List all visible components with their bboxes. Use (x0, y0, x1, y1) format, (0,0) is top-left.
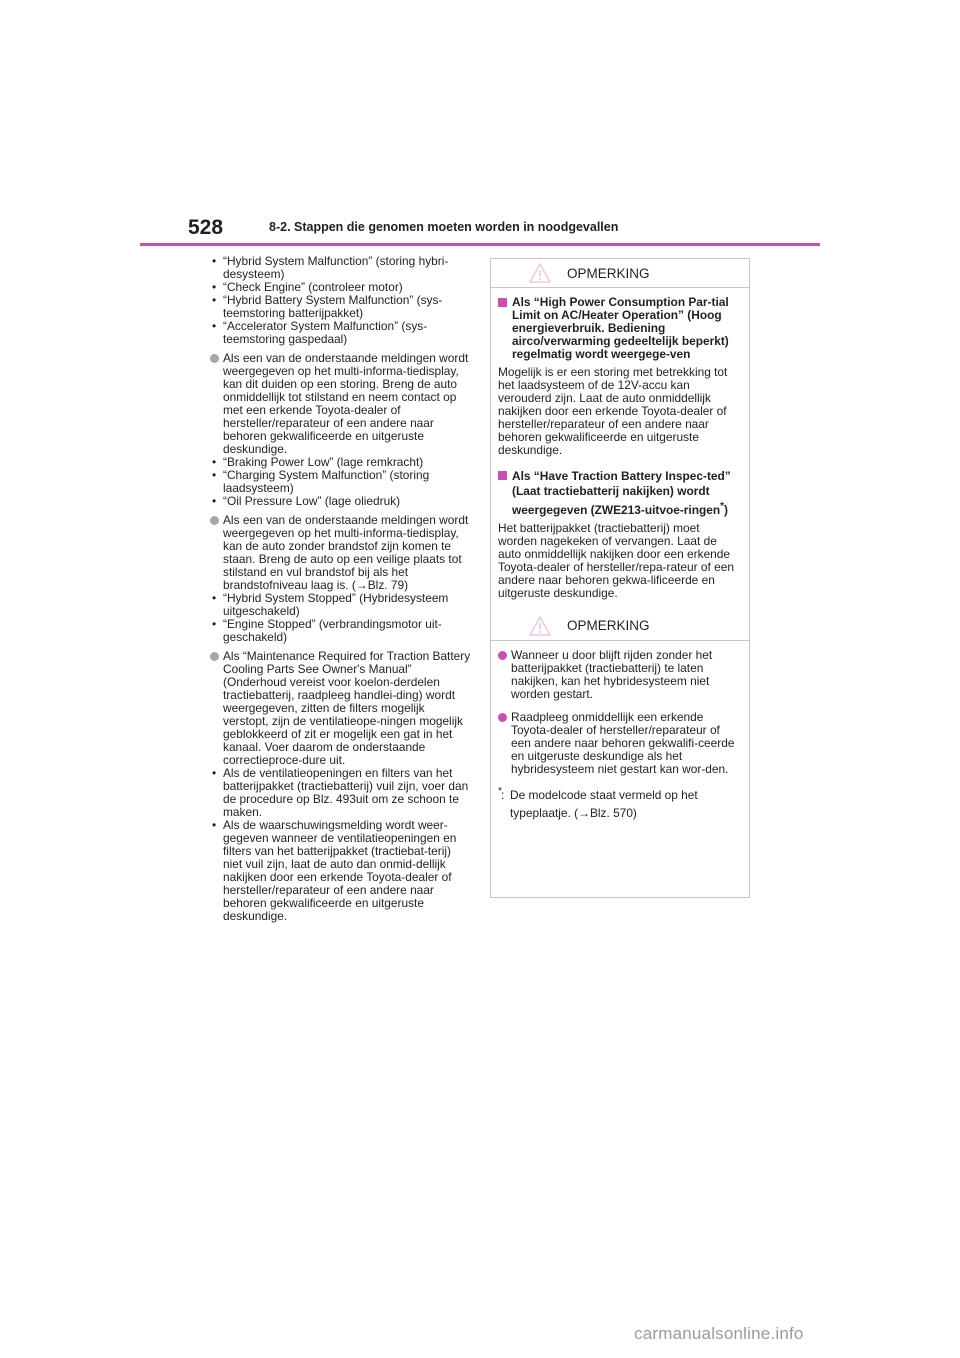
warning-icon (529, 616, 551, 636)
circle-bullet-icon (210, 354, 219, 363)
circle-item (498, 711, 739, 776)
circle-item-text: Als “Maintenance Required for Traction Battery Cooling Parts See Owner's Manual” (Onderhoud vereist voor koelon-derdelen tractiebatterij, raadpleeg handlei-ding) wordt weergegeven, zitten de filters mogelijk verstopt, zijn de ventilatieope-ningen mogelijk geblokkeerd of zit er mogelijk een gat in het kanaal. Voer daarom de onderstaande correctieproce-dure uit. (223, 649, 471, 767)
note-header (491, 612, 749, 640)
bullet-item: • “Hybrid System Malfunction” (storing hybri- desysteem) (210, 255, 472, 281)
circle-bullet-icon (210, 652, 219, 661)
header-rule (140, 243, 820, 246)
bullet-item: • “Oil Pressure Low” (lage oliedruk) (210, 495, 472, 508)
note-label: OPMERKING (567, 265, 650, 281)
bullet-item: • Als de ventilatieopeningen en filters van het batterijpakket (tractiebatterij) vuil zijn, voer dan de procedure op Blz. 493uit om ze schoon te maken. (210, 767, 472, 819)
circle-item (210, 352, 472, 456)
notice-box (490, 258, 750, 898)
bullet-item: • “Charging System Malfunction” (storing laadsysteem) (210, 469, 472, 495)
circle-bullet-icon (210, 516, 219, 525)
bullet-item: • “Braking Power Low” (lage remkracht) (210, 456, 472, 469)
bullet-item: • “Hybrid Battery System Malfunction” (sys- teemstoring batterijpakket) (210, 294, 472, 320)
note-header (491, 259, 749, 287)
circle-item (210, 650, 472, 767)
left-column (210, 255, 472, 923)
circle-bullet-icon (498, 713, 507, 722)
footnote: * : De modelcode staat vermeld op het typeplaatje. (→Blz. 570) (498, 785, 698, 820)
circle-item-text: Raadpleeg onmiddellijk een erkende Toyota-dealer of hersteller/reparateur of een andere naar behoren gekwalifi-ceerde en uitgeruste deskundige als het hybridesysteem niet gestart kan wor-den. (511, 709, 735, 776)
bullet-item: • “Check Engine” (controleer motor) (210, 281, 472, 294)
notice-heading: Als “High Power Consumption Par-tial Limit on AC/Heater Operation” (Hoog energieverbruik. Bediening airco/verwarming gedeeltelijk beperkt) regelmatig wordt weergege-ven (498, 296, 739, 361)
bullet-item: • “Hybrid System Stopped” (Hybridesysteem uitgeschakeld) (210, 592, 472, 618)
circle-item-text: Als een van de onderstaande meldingen wordt weergegeven op het multi-informa-tiedisplay, kan dit duiden op een storing. Breng de auto onmiddellijk tot stilstand en neem contact op met een erkende Toyota-dealer of hersteller/reparateur of een andere naar behoren gekwalificeerde en uitgeruste deskundige. (223, 351, 469, 456)
square-bullet-icon (498, 298, 507, 307)
circle-item-text: Als een van de onderstaande meldingen wordt weergegeven op het multi-informa-tiedisplay, kan de auto zonder brandstof zijn komen te staan. Breng de auto op een veilige plaats tot stilstand en vul brandstof bij als het brandstofniveau laag is. (→Blz. 79) (223, 513, 469, 592)
bullet-item: • “Engine Stopped” (verbrandingsmotor uit- geschakeld) (210, 618, 472, 644)
notice-paragraph: Het batterijpakket (tractiebatterij) moet worden nagekeken of vervangen. Laat de auto onmiddellijk nakijken door een erkende Toyota-dealer of hersteller/repa-rateur of een andere naar behoren gekwa-lificeerde en uitgeruste deskundige. (498, 520, 734, 600)
circle-bullet-icon (498, 651, 507, 660)
page-number: 528 (188, 216, 224, 239)
warning-icon (529, 263, 551, 283)
circle-item-text: Wanneer u door blijft rijden zonder het batterijpakket (tractiebatterij) te laten nakijken, kan het hybridesysteem niet worden gestart. (511, 647, 713, 701)
circle-item (210, 514, 472, 592)
section-title: 8-2. Stappen die genomen moeten worden in noodgevallen (269, 220, 619, 234)
square-bullet-icon (498, 471, 507, 480)
notice-heading: Als “Have Traction Battery Inspec-ted” (Laat tractiebatterij nakijken) wordt weergegeven (ZWE213-uitvoe-ringen*) (498, 469, 739, 518)
note-label: OPMERKING (567, 618, 650, 634)
notice-paragraph: Mogelijk is er een storing met betrekking tot het laadsysteem of de 12V-accu kan verouderd zijn. Laat de auto onmiddellijk nakijken door een erkende Toyota-dealer of hersteller/reparateur of een andere naar behoren gekwalificeerde en uitgeruste deskundige. (498, 365, 728, 457)
watermark: carmanualsonline.info (634, 1324, 804, 1343)
bullet-item: • Als de waarschuwingsmelding wordt weer-gegeven wanneer de ventilatieopeningen en filters van het batterijpakket (tractiebat-terij) niet vuil zijn, laat de auto dan onmid-dellijk nakijken door een erkende Toyota-dealer of hersteller/reparateur of een andere naar behoren gekwalificeerde en uitgeruste deskundige. (210, 819, 472, 923)
circle-item (498, 649, 739, 701)
bullet-item: • “Accelerator System Malfunction” (sys- teemstoring gaspedaal) (210, 320, 472, 346)
